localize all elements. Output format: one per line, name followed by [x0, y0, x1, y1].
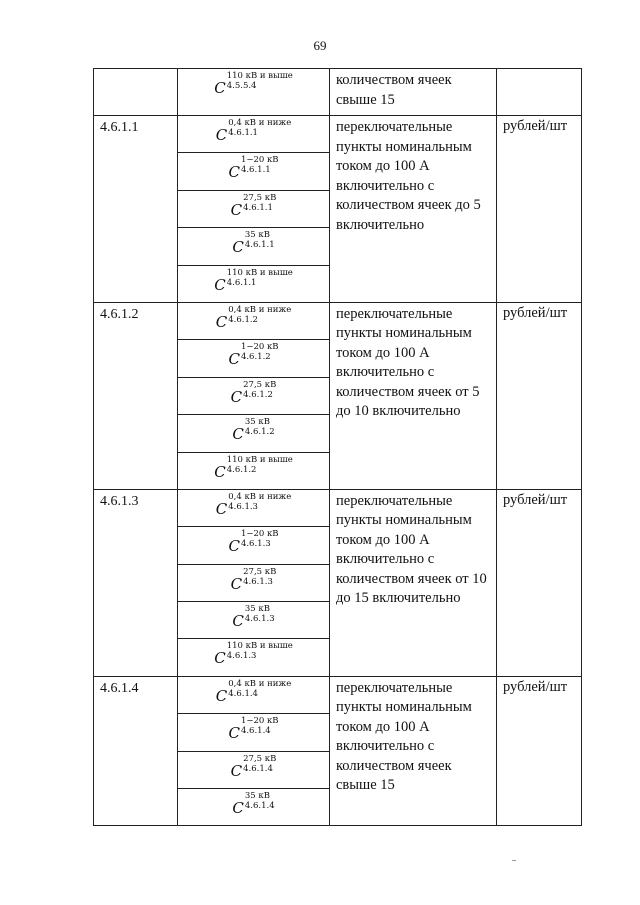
index-subscript: 4.5.5.4 [226, 81, 257, 91]
variable-cell [178, 714, 330, 751]
variable-cell [178, 69, 330, 116]
variable-cell [178, 228, 330, 265]
index-subscript: 4.6.1.3 [244, 614, 275, 625]
table-row [94, 489, 582, 526]
variable-symbol: C [230, 574, 243, 593]
variable-formula [216, 490, 292, 525]
item-description: переключательные пункты номинальным током до 100 А включительно с количеством ячеек от 10 до 15 включительно [330, 489, 497, 676]
page-number: 69 [313, 38, 327, 53]
voltage-superscript: 35 кВ [244, 791, 270, 802]
item-code: 4.6.1.3 [94, 489, 178, 676]
variable-formula [228, 153, 278, 188]
variable-formula [228, 527, 278, 562]
voltage-superscript: 35 кВ [244, 604, 270, 615]
table-row [94, 69, 582, 116]
variable-formula [214, 266, 293, 301]
voltage-superscript: 27,5 кВ [243, 379, 277, 390]
variable-symbol: C [215, 686, 228, 705]
variable-cell [178, 377, 330, 414]
variable-formula [214, 639, 293, 674]
index-subscript: 4.6.1.4 [228, 688, 258, 699]
variable-symbol: C [232, 612, 244, 631]
voltage-superscript: 1−20 кВ [240, 342, 279, 353]
voltage-superscript: 110 кВ и выше [226, 71, 293, 81]
item-unit: рублей/шт [497, 676, 582, 826]
rates-table-body [94, 69, 582, 826]
variable-formula [228, 340, 278, 375]
variable-symbol: C [215, 499, 228, 518]
rates-table [93, 68, 582, 826]
voltage-superscript: 1−20 кВ [240, 716, 279, 727]
item-description: переключательные пункты номинальным током до 100 А включительно с количеством ячеек свыше 15 [330, 676, 497, 826]
variable-formula [214, 453, 293, 488]
variable-cell [178, 190, 330, 227]
variable-cell [178, 265, 330, 302]
variable-formula [216, 116, 292, 151]
variable-symbol: C [228, 724, 240, 743]
variable-symbol: C [228, 163, 240, 182]
table-row [94, 676, 582, 713]
variable-symbol: C [214, 275, 226, 294]
voltage-superscript: 110 кВ и выше [226, 267, 293, 278]
index-subscript: 4.6.1.1 [226, 277, 257, 288]
item-code: 4.6.1.4 [94, 676, 178, 826]
index-subscript: 4.6.1.3 [243, 576, 273, 587]
item-unit: рублей/шт [497, 116, 582, 303]
variable-symbol: C [230, 387, 243, 406]
variable-formula [214, 69, 293, 104]
index-subscript: 4.6.1.1 [244, 240, 275, 251]
item-unit: рублей/шт [497, 302, 582, 489]
variable-formula [232, 602, 274, 637]
variable-formula [231, 378, 277, 413]
scan-mark [512, 860, 516, 861]
variable-formula [228, 714, 278, 749]
variable-symbol: C [232, 799, 244, 818]
variable-symbol: C [230, 761, 243, 780]
variable-formula [216, 303, 292, 338]
variable-symbol: C [214, 462, 226, 481]
variable-cell [178, 302, 330, 339]
variable-symbol: C [214, 649, 226, 668]
variable-formula [232, 228, 274, 263]
item-code: 4.6.1.1 [94, 116, 178, 303]
variable-cell [178, 639, 330, 676]
table-row [94, 302, 582, 339]
variable-formula [232, 415, 274, 450]
variable-symbol: C [232, 425, 244, 444]
variable-symbol: C [230, 200, 243, 219]
voltage-superscript: 1−20 кВ [240, 155, 279, 166]
voltage-superscript: 0,4 кВ и ниже [228, 304, 292, 315]
variable-symbol: C [228, 350, 240, 369]
variable-cell [178, 489, 330, 526]
variable-symbol: C [228, 537, 240, 556]
index-subscript: 4.6.1.3 [228, 501, 258, 512]
variable-cell [178, 564, 330, 601]
item-description: количеством ячеек свыше 15 [330, 69, 497, 116]
table-row [94, 116, 582, 153]
index-subscript: 4.6.1.1 [243, 202, 273, 213]
index-subscript: 4.6.1.3 [226, 651, 257, 662]
index-subscript: 4.6.1.1 [228, 128, 258, 138]
variable-symbol: C [215, 312, 228, 331]
variable-formula [216, 677, 292, 712]
variable-cell [178, 116, 330, 153]
item-code [94, 69, 178, 116]
variable-formula [231, 565, 277, 600]
voltage-superscript: 0,4 кВ и ниже [228, 118, 292, 128]
voltage-superscript: 27,5 кВ [243, 192, 277, 203]
index-subscript: 4.6.1.4 [240, 726, 271, 737]
variable-cell [178, 789, 330, 826]
variable-cell [178, 751, 330, 788]
index-subscript: 4.6.1.2 [226, 464, 257, 475]
index-subscript: 4.6.1.2 [243, 389, 273, 400]
voltage-superscript: 0,4 кВ и ниже [228, 678, 292, 689]
variable-formula [231, 191, 277, 226]
voltage-superscript: 0,4 кВ и ниже [228, 491, 292, 502]
voltage-superscript: 35 кВ [244, 417, 270, 428]
voltage-superscript: 110 кВ и выше [226, 641, 293, 652]
variable-cell [178, 527, 330, 564]
variable-cell [178, 415, 330, 452]
variable-symbol: C [215, 126, 228, 144]
index-subscript: 4.6.1.3 [240, 539, 271, 550]
variable-cell [178, 452, 330, 489]
variable-cell [178, 602, 330, 639]
index-subscript: 4.6.1.2 [228, 314, 258, 325]
voltage-superscript: 27,5 кВ [243, 566, 277, 577]
voltage-superscript: 27,5 кВ [243, 753, 277, 764]
index-subscript: 4.6.1.2 [240, 352, 271, 363]
variable-symbol: C [232, 238, 244, 257]
index-subscript: 4.6.1.1 [240, 165, 271, 176]
item-unit [497, 69, 582, 116]
variable-cell [178, 153, 330, 190]
variable-cell [178, 340, 330, 377]
variable-formula [231, 752, 277, 787]
index-subscript: 4.6.1.4 [243, 763, 273, 774]
voltage-superscript: 110 кВ и выше [226, 454, 293, 465]
variable-formula [232, 789, 274, 824]
voltage-superscript: 35 кВ [244, 230, 270, 241]
item-code: 4.6.1.2 [94, 302, 178, 489]
item-description: переключательные пункты номинальным током до 100 А включительно с количеством ячеек до 5 включительно [330, 116, 497, 303]
variable-cell [178, 676, 330, 713]
item-unit: рублей/шт [497, 489, 582, 676]
item-description: переключательные пункты номинальным током до 100 А включительно с количеством ячеек от 5 до 10 включительно [330, 302, 497, 489]
voltage-superscript: 1−20 кВ [240, 529, 279, 540]
index-subscript: 4.6.1.4 [244, 801, 275, 812]
index-subscript: 4.6.1.2 [244, 427, 275, 438]
variable-symbol: C [214, 79, 226, 97]
